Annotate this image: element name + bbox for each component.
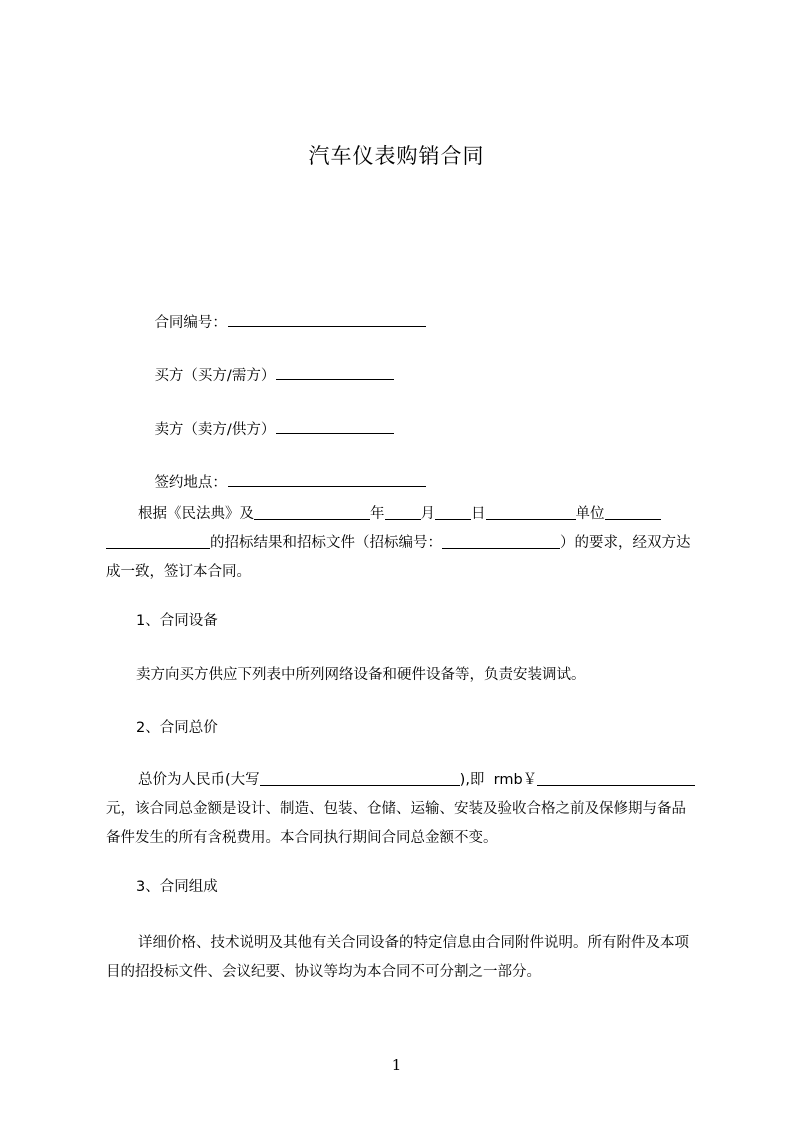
price-text-3: 元，该合同总金额是设计、制造、包装、仓储、运输、安装及验收合格之前及保修期与备品备件发生的所有含税费用。本合同执行期间合同总金额不变。 bbox=[106, 801, 686, 846]
intro-blank-unit-name-a[interactable] bbox=[605, 504, 661, 520]
intro-blank-month[interactable] bbox=[385, 504, 421, 520]
signing-place-blank[interactable] bbox=[228, 471, 426, 487]
section-3-body: 详细价格、技术说明及其他有关合同设备的特定信息由合同附件说明。所有附件及本项目的招投标文件、会议纪要、协议等均为本合同不可分割之一部分。 bbox=[106, 935, 689, 980]
page-number: 1 bbox=[391, 1056, 402, 1074]
contract-number-blank[interactable] bbox=[228, 311, 426, 327]
section-2-heading: 2、合同总价 bbox=[136, 720, 218, 736]
buyer-line bbox=[136, 344, 395, 406]
tender-number-blank[interactable] bbox=[442, 533, 560, 549]
signing-place-label: 签约地点： bbox=[154, 475, 227, 491]
section-1-heading: 1、合同设备 bbox=[136, 613, 218, 629]
intro-blank-day[interactable] bbox=[435, 504, 471, 520]
buyer-label: 买方（买方/需方） bbox=[154, 368, 276, 384]
intro-text-2: 的招标结果和招标文件（招标编号： bbox=[210, 535, 442, 551]
price-text-1: 总价为人民币(大写 bbox=[138, 772, 260, 788]
price-in-words-blank[interactable] bbox=[260, 770, 460, 786]
price-rmb-blank-b[interactable] bbox=[667, 770, 695, 786]
intro-blank-law[interactable] bbox=[254, 504, 370, 520]
price-rmb-blank-a[interactable] bbox=[537, 770, 667, 786]
seller-label: 卖方（卖方/供方） bbox=[154, 422, 276, 438]
intro-year: 年 bbox=[370, 506, 385, 522]
document-title: 汽车仪表购销合同 bbox=[308, 144, 485, 168]
seller-blank[interactable] bbox=[276, 418, 394, 434]
intro-unit: 单位 bbox=[575, 506, 605, 522]
buyer-blank[interactable] bbox=[276, 364, 394, 380]
section-1-body: 卖方向买方供应下列表中所列网络设备和硬件设备等，负责安装调试。 bbox=[136, 667, 586, 683]
price-text-2: ),即 rmb￥ bbox=[459, 772, 538, 788]
intro-text-3: ）的要求，经双方达成一致，签订本合同。 bbox=[106, 535, 691, 580]
intro-paragraph bbox=[106, 500, 700, 587]
intro-day: 日 bbox=[471, 506, 486, 522]
section-2-body bbox=[106, 766, 700, 853]
intro-month: 月 bbox=[420, 506, 435, 522]
contract-number-label: 合同编号： bbox=[154, 315, 227, 331]
section-3-heading: 3、合同组成 bbox=[136, 879, 218, 895]
intro-blank-unit-name-b[interactable] bbox=[106, 533, 210, 549]
intro-text-1: 根据《民法典》及 bbox=[138, 506, 254, 522]
intro-blank-unit[interactable] bbox=[486, 504, 576, 520]
